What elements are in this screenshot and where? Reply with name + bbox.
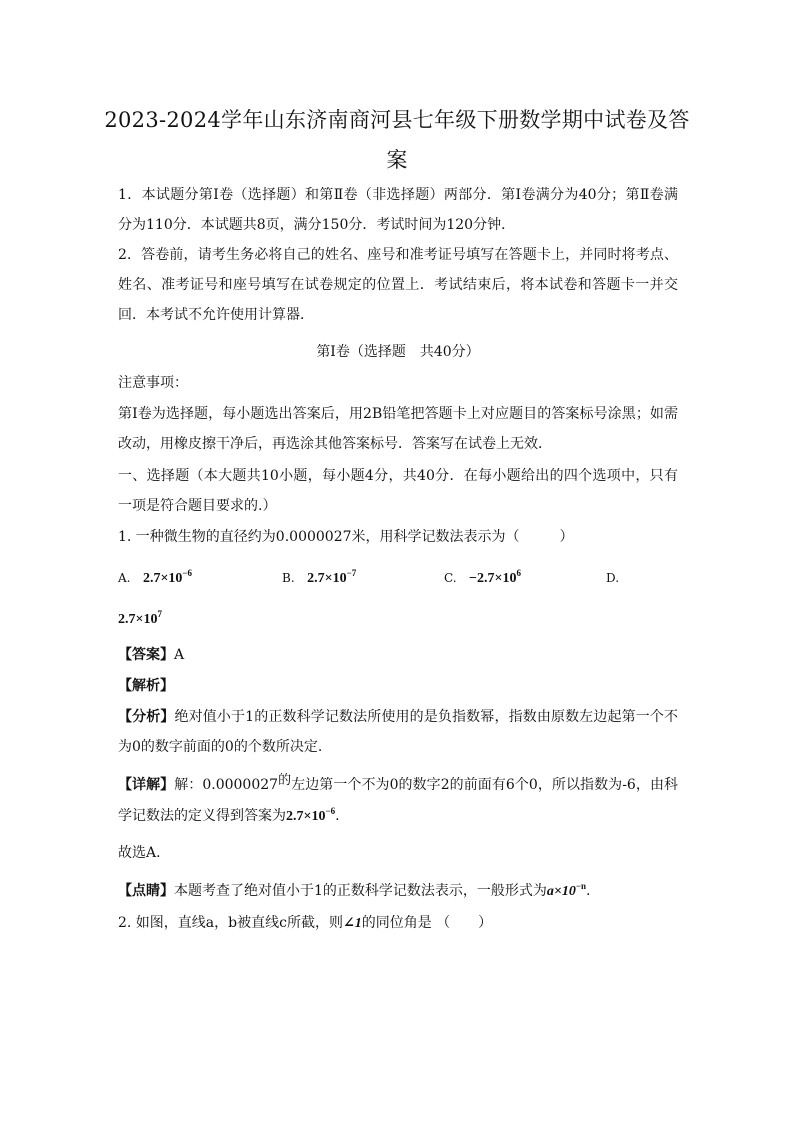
- part-one-heading: 一、选择题（本大题共10小题，每小题4分，共40分．在每小题给出的四个选项中，只有一项是符合题目要求的.）: [118, 468, 678, 514]
- instruction-2: 2．答卷前，请考生务必将自己的姓名、座号和准考证号填写在答题卡上，并同时将考点、姓名、准考证号和座号填写在试卷规定的位置上．考试结束后，将本试卷和答题卡一并交回．本考试不允许使用计算器．: [118, 247, 678, 323]
- dianjing-math-base: a×10: [546, 884, 576, 899]
- answer-label: 【答案】: [118, 647, 174, 663]
- option-d-value: [118, 604, 678, 635]
- notice-text: 第Ⅰ卷为选择题，每小题选出答案后，用2B铅笔把答题卡上对应题目的答案标号涂黑；如需改动，用橡皮擦干净后，再选涂其他答案标号．答案写在试卷上无效．: [118, 406, 678, 452]
- option-d-label-wrap: [606, 566, 627, 590]
- option-c-label: C.: [444, 571, 457, 585]
- dianjing-paragraph: [118, 876, 678, 907]
- option-d-base: 2.7×10: [118, 612, 158, 627]
- question-2-angle: ∠1: [342, 916, 362, 931]
- option-a: [118, 566, 192, 591]
- option-b-base: 2.7×10: [307, 571, 347, 586]
- option-b-exp: −7: [346, 568, 357, 578]
- option-b-label: B.: [282, 571, 295, 585]
- option-c: [444, 566, 521, 591]
- dianjing-label: 【点睛】: [118, 883, 174, 899]
- question-2-text-end: 的同位角是 （: [361, 915, 451, 931]
- xiangjie-text-b: 左边第一个不为0的数字2的前面有6个0，所以指数为-6，由科学记数法的定义得到答案为: [118, 777, 679, 824]
- fenxi-paragraph: [118, 702, 678, 762]
- xiangjie-label: 【详解】: [118, 777, 175, 793]
- xiangjie-end: .: [335, 808, 340, 824]
- xiangjie-text-a: 解：0.0000027: [174, 777, 279, 793]
- xiangjie-math-exp: −6: [325, 806, 336, 816]
- question-1-text: 1. 一种微生物的直径约为0.0000027米，用科学记数法表示为（: [118, 529, 520, 545]
- option-c-exp: 6: [516, 568, 521, 578]
- notice-label: 注意事项：: [118, 375, 188, 391]
- question-2-text: 2. 如图，直线a，b被直线c所截，则: [118, 915, 343, 931]
- option-a-base: 2.7×10: [142, 571, 183, 586]
- analysis-label: 【解析】: [118, 678, 174, 694]
- option-a-label: A.: [118, 571, 131, 585]
- instruction-1: 1．本试题分第Ⅰ卷（选择题）和第Ⅱ卷（非选择题）两部分．第Ⅰ卷满分为40分；第Ⅱ卷满分为110分．本试题共8页，满分150分．考试时间为120分钟．: [118, 187, 678, 233]
- dianjing-text: 本题考查了绝对值小于1的正数科学记数法表示，一般形式为: [174, 883, 547, 899]
- conclusion: 故选A.: [118, 845, 161, 861]
- section-heading: 第Ⅰ卷（选择题 共40分）: [316, 344, 480, 360]
- answer-value: A: [174, 647, 185, 663]
- dianjing-end: .: [586, 883, 591, 899]
- option-d-label: D.: [606, 571, 620, 585]
- fenxi-text: 绝对值小于1的正数科学记数法所使用的是负指数幂，指数由原数左边起第一个不为0的数字前面的0的个数所决定.: [118, 709, 679, 755]
- page-title: 2023-2024学年山东济南商河县七年级下册数学期中试卷及答案: [104, 108, 690, 172]
- fenxi-label: 【分析】: [118, 709, 175, 725]
- option-d-exp: 7: [157, 609, 162, 619]
- question-1-stem: [118, 522, 678, 552]
- xiangjie-paragraph: [118, 770, 678, 832]
- question-1-close: ）: [559, 529, 574, 545]
- question-2-close: ）: [478, 915, 493, 931]
- dianjing-math-exp: −n: [575, 881, 587, 891]
- question-2-stem: [118, 908, 678, 939]
- xiangjie-de: 的: [278, 773, 292, 788]
- xiangjie-math-base: 2.7×10: [286, 809, 326, 824]
- option-a-exp: −6: [182, 568, 193, 578]
- option-b: [282, 566, 356, 591]
- option-c-base: −2.7×10: [469, 571, 517, 586]
- answer-line: [118, 640, 678, 670]
